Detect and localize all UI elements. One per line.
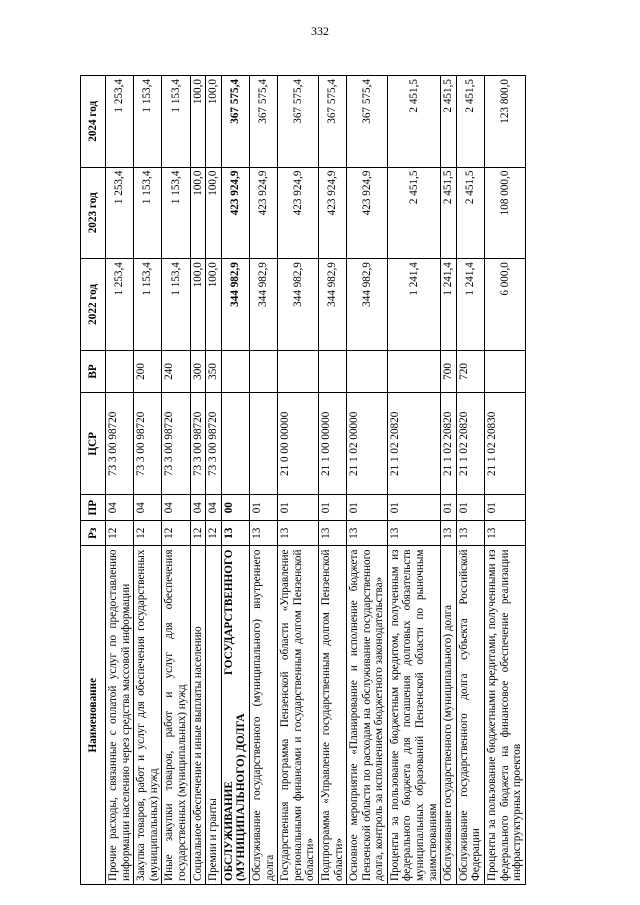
header-2023: 2023 год xyxy=(81,167,106,259)
cell-y2023: 423 924,9 xyxy=(249,167,277,259)
table-row xyxy=(441,76,457,885)
cell-y2022: 1 241,4 xyxy=(456,259,484,351)
cell-pr: 04 xyxy=(134,495,162,521)
cell-y2024: 100,0 xyxy=(190,76,206,168)
cell-rz: 13 xyxy=(456,520,484,546)
cell-pr: 04 xyxy=(162,495,190,521)
cell-vr: 300 xyxy=(190,350,206,393)
cell-name: Иные закупки товаров, работ и услуг для обеспечения государственных (муниципальных) нужд xyxy=(162,546,190,885)
cell-vr xyxy=(347,350,388,393)
cell-pr: 04 xyxy=(190,495,206,521)
cell-vr xyxy=(221,350,249,393)
cell-y2022: 344 982,9 xyxy=(221,259,249,351)
cell-y2024: 123 800,0 xyxy=(485,76,526,168)
cell-vr: 240 xyxy=(162,350,190,393)
cell-y2024: 367 575,4 xyxy=(249,76,277,168)
cell-y2023: 1 253,4 xyxy=(106,167,134,259)
cell-name: Закупка товаров, работ и услуг для обеспечения государственных (муниципальных) нужд xyxy=(134,546,162,885)
cell-name: Премии и гранты xyxy=(206,546,222,885)
cell-y2022: 344 982,9 xyxy=(278,259,319,351)
cell-csr: 21 1 02 20820 xyxy=(387,393,440,495)
cell-csr xyxy=(249,393,277,495)
cell-y2022: 1 241,4 xyxy=(387,259,440,351)
cell-name: Проценты за пользование бюджетными кредитами, полученными из федерального бюджета на финансовое обеспечение реализации инфраструктурных проектов xyxy=(485,546,526,885)
cell-rz: 13 xyxy=(347,520,388,546)
cell-y2022: 344 982,9 xyxy=(249,259,277,351)
cell-y2024: 2 451,5 xyxy=(456,76,484,168)
table-row xyxy=(106,76,134,885)
cell-name: Социальное обеспечение и иные выплаты населению xyxy=(190,546,206,885)
header-csr: ЦСР xyxy=(81,393,106,495)
cell-csr: 21 1 00 00000 xyxy=(318,393,346,495)
cell-rz: 12 xyxy=(190,520,206,546)
header-vr: ВР xyxy=(81,350,106,393)
header-rz: Рз xyxy=(81,520,106,546)
cell-y2023: 2 451,5 xyxy=(456,167,484,259)
cell-vr: 200 xyxy=(134,350,162,393)
cell-vr xyxy=(278,350,319,393)
cell-y2024: 1 153,4 xyxy=(134,76,162,168)
cell-pr: 01 xyxy=(387,495,440,521)
rotated-page-content xyxy=(80,75,628,885)
cell-rz: 13 xyxy=(278,520,319,546)
cell-rz: 12 xyxy=(106,520,134,546)
cell-csr: 21 0 00 00000 xyxy=(278,393,319,495)
cell-y2024: 1 153,4 xyxy=(162,76,190,168)
table-row xyxy=(318,76,346,885)
cell-y2022: 344 982,9 xyxy=(347,259,388,351)
cell-pr: 01 xyxy=(485,495,526,521)
cell-vr xyxy=(249,350,277,393)
header-2024: 2024 год xyxy=(81,76,106,168)
cell-y2023: 100,0 xyxy=(190,167,206,259)
cell-name: Подпрограмма «Управление государственным долгом Пензенской области» xyxy=(318,546,346,885)
page-number: 332 xyxy=(311,24,329,38)
cell-y2023: 423 924,9 xyxy=(347,167,388,259)
cell-pr: 01 xyxy=(456,495,484,521)
cell-y2022: 1 241,4 xyxy=(441,259,457,351)
cell-y2023: 2 451,5 xyxy=(441,167,457,259)
cell-y2023: 423 924,9 xyxy=(318,167,346,259)
cell-vr xyxy=(106,350,134,393)
cell-csr: 21 1 02 00000 xyxy=(347,393,388,495)
cell-pr: 01 xyxy=(318,495,346,521)
cell-rz: 13 xyxy=(221,520,249,546)
cell-y2023: 2 451,5 xyxy=(387,167,440,259)
cell-y2022: 6 000,0 xyxy=(485,259,526,351)
table-row xyxy=(456,76,484,885)
header-pr: ПР xyxy=(81,495,106,521)
cell-y2024: 367 575,4 xyxy=(278,76,319,168)
cell-name: Обслуживание государственного долга субъекта Российской Федерации xyxy=(456,546,484,885)
cell-csr: 21 1 02 20830 xyxy=(485,393,526,495)
cell-rz: 13 xyxy=(485,520,526,546)
cell-y2022: 1 153,4 xyxy=(162,259,190,351)
cell-name: Проценты за пользование бюджетным кредитом, полученным из федерального бюджета для погашения долговых обязательств муниципальных образований Пензенской области по рыночным заимствованиям xyxy=(387,546,440,885)
cell-name: ОБСЛУЖИВАНИЕ ГОСУДАРСТВЕННОГО (МУНИЦИПАЛЬНОГО) ДОЛГА xyxy=(221,546,249,885)
header-2022: 2022 год xyxy=(81,259,106,351)
table-header-row xyxy=(81,76,106,885)
cell-y2024: 1 253,4 xyxy=(106,76,134,168)
cell-rz: 13 xyxy=(441,520,457,546)
cell-csr xyxy=(221,393,249,495)
cell-y2024: 2 451,5 xyxy=(387,76,440,168)
budget-table xyxy=(80,75,526,885)
cell-name: Прочие расходы, связанные с оплатой услуг по предоставлению информации населению через средства массовой информации xyxy=(106,546,134,885)
cell-pr: 01 xyxy=(278,495,319,521)
cell-y2024: 367 575,4 xyxy=(347,76,388,168)
cell-rz: 13 xyxy=(249,520,277,546)
cell-vr xyxy=(318,350,346,393)
cell-vr: 700 xyxy=(441,350,457,393)
cell-pr: 01 xyxy=(347,495,388,521)
cell-rz: 12 xyxy=(162,520,190,546)
cell-y2022: 100,0 xyxy=(190,259,206,351)
cell-pr: 01 xyxy=(441,495,457,521)
cell-rz: 13 xyxy=(318,520,346,546)
table-row xyxy=(206,76,222,885)
cell-pr: 04 xyxy=(206,495,222,521)
cell-pr: 04 xyxy=(106,495,134,521)
cell-csr: 21 1 02 20820 xyxy=(456,393,484,495)
cell-y2023: 100,0 xyxy=(206,167,222,259)
cell-y2022: 344 982,9 xyxy=(318,259,346,351)
table-row xyxy=(347,76,388,885)
cell-name: Основное мероприятие «Планирование и исполнение бюджета Пензенской области по расходам на обслуживание государственного долга, контроль за исполнением бюджетного законодательства» xyxy=(347,546,388,885)
cell-pr: 00 xyxy=(221,495,249,521)
table-body xyxy=(106,76,526,885)
cell-name: Обслуживание государственного (муниципального) внутреннего долга xyxy=(249,546,277,885)
table-row xyxy=(278,76,319,885)
table-row xyxy=(190,76,206,885)
cell-rz: 13 xyxy=(387,520,440,546)
cell-y2023: 423 924,9 xyxy=(278,167,319,259)
cell-vr xyxy=(485,350,526,393)
cell-vr: 350 xyxy=(206,350,222,393)
cell-rz: 12 xyxy=(134,520,162,546)
cell-csr: 73 3 00 98720 xyxy=(106,393,134,495)
cell-name: Государственная программа Пензенской области «Управление региональными финансами и государственным долгом Пензенской области» xyxy=(278,546,319,885)
cell-pr: 01 xyxy=(249,495,277,521)
cell-rz: 12 xyxy=(206,520,222,546)
cell-y2023: 1 153,4 xyxy=(134,167,162,259)
table-row xyxy=(221,76,249,885)
cell-y2024: 2 451,5 xyxy=(441,76,457,168)
cell-y2023: 1 153,4 xyxy=(162,167,190,259)
cell-y2022: 1 153,4 xyxy=(134,259,162,351)
cell-vr: 720 xyxy=(456,350,484,393)
cell-y2022: 1 253,4 xyxy=(106,259,134,351)
cell-vr xyxy=(387,350,440,393)
cell-y2023: 423 924,9 xyxy=(221,167,249,259)
header-name: Наименование xyxy=(81,546,106,885)
cell-csr: 73 3 00 98720 xyxy=(190,393,206,495)
cell-y2024: 100,0 xyxy=(206,76,222,168)
cell-name: Обслуживание государственного (муниципального) долга xyxy=(441,546,457,885)
cell-y2023: 108 000,0 xyxy=(485,167,526,259)
cell-csr: 73 3 00 98720 xyxy=(206,393,222,495)
cell-csr: 21 1 02 20820 xyxy=(441,393,457,495)
table-row xyxy=(387,76,440,885)
cell-csr: 73 3 00 98720 xyxy=(134,393,162,495)
table-row xyxy=(485,76,526,885)
cell-y2022: 100,0 xyxy=(206,259,222,351)
table-row xyxy=(162,76,190,885)
table-row xyxy=(134,76,162,885)
table-row xyxy=(249,76,277,885)
cell-y2024: 367 575,4 xyxy=(318,76,346,168)
cell-y2024: 367 575,4 xyxy=(221,76,249,168)
cell-csr: 73 3 00 98720 xyxy=(162,393,190,495)
